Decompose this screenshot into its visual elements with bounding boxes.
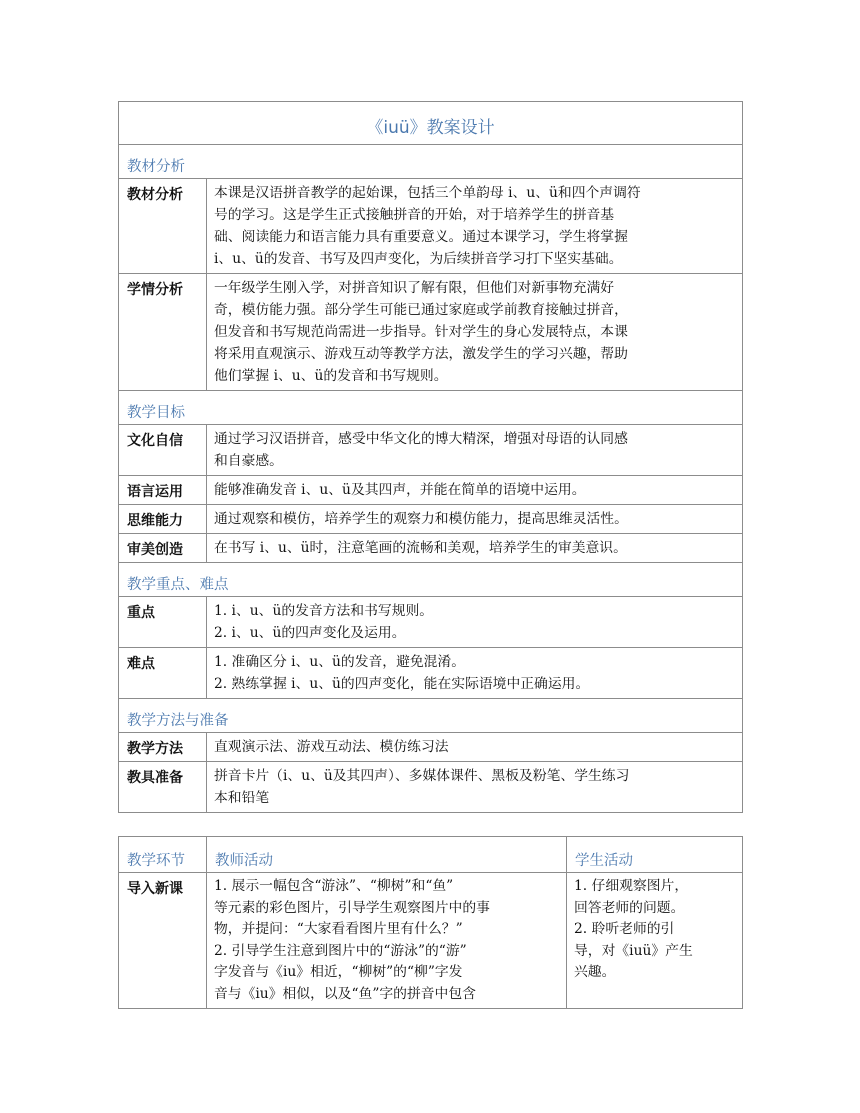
table-row	[119, 762, 743, 813]
text-line: 1. 展示一幅包含“游泳”、“柳树”和“鱼”	[214, 878, 454, 894]
stage-label: 导入新课	[119, 873, 207, 1009]
section-heading-key-points: 教学重点、难点	[119, 563, 743, 597]
table-row	[119, 733, 743, 762]
table-row	[119, 648, 743, 699]
row-label: 思维能力	[119, 505, 207, 534]
row-label: 审美创造	[119, 534, 207, 563]
text-line: 字发音与《iu》相近，“柳树”的“柳”字发	[214, 964, 463, 980]
row-label: 教材分析	[119, 179, 207, 274]
row-content	[207, 597, 743, 648]
teaching-process-table	[118, 836, 743, 1009]
row-label: 重点	[119, 597, 207, 648]
section-row	[119, 391, 743, 425]
table-row	[119, 476, 743, 505]
text-line: 2. i、u、ü的四声变化及运用。	[214, 625, 406, 641]
text-line: 和自豪感。	[214, 453, 283, 469]
section-row	[119, 145, 743, 179]
row-content	[207, 476, 743, 505]
row-label: 教学方法	[119, 733, 207, 762]
text-line: 本课是汉语拼音教学的起始课，包括三个单韵母 i、u、ü和四个声调符	[214, 185, 641, 201]
row-content	[207, 534, 743, 563]
header-teacher-activity: 教师活动	[207, 837, 567, 873]
text-line: 1. i、u、ü的发音方法和书写规则。	[214, 603, 434, 619]
student-activity	[567, 873, 743, 1009]
row-content	[207, 425, 743, 476]
text-line: 兴趣。	[574, 964, 616, 980]
header-row	[119, 837, 743, 873]
text-line: 音与《iu》相似，以及“鱼”字的拼音中包含	[214, 985, 476, 1002]
plan-title: 《iuü》教案设计	[119, 102, 743, 145]
row-content	[207, 762, 743, 813]
table-row	[119, 505, 743, 534]
text-line: 导，对《iuü》产生	[574, 942, 693, 959]
row-content	[207, 505, 743, 534]
row-content	[207, 179, 743, 274]
row-label: 难点	[119, 648, 207, 699]
row-label: 文化自信	[119, 425, 207, 476]
text-line: 2. 聆听老师的引	[574, 921, 675, 937]
section-heading-methods: 教学方法与准备	[119, 699, 743, 733]
text-line: 础、阅读能力和语言能力具有重要意义。通过本课学习，学生将掌握	[214, 229, 628, 245]
header-student-activity: 学生活动	[567, 837, 743, 873]
text-line: 他们掌握 i、u、ü的发音和书写规则。	[214, 368, 448, 384]
text-line: 能够准确发音 i、u、ü及其四声，并能在简单的语境中运用。	[214, 482, 586, 498]
header-stage: 教学环节	[119, 837, 207, 873]
text-line: 奇，模仿能力强。部分学生可能已通过家庭或学前教育接触过拼音，	[214, 302, 628, 318]
text-line: 2. 熟练掌握 i、u、ü的四声变化，能在实际语境中正确运用。	[214, 676, 590, 692]
teacher-activity	[207, 873, 567, 1009]
text-line: 在书写 i、u、ü时，注意笔画的流畅和美观，培养学生的审美意识。	[214, 540, 627, 556]
text-line: 1. 仔细观察图片，	[574, 878, 689, 894]
row-label: 学情分析	[119, 274, 207, 391]
text-line: 直观演示法、游戏互动法、模仿练习法	[214, 739, 449, 755]
row-content	[207, 648, 743, 699]
row-content	[207, 733, 743, 762]
table-row	[119, 534, 743, 563]
section-heading-material-analysis: 教材分析	[119, 145, 743, 179]
section-row	[119, 563, 743, 597]
lesson-plan-table	[118, 101, 743, 813]
title-row	[119, 102, 743, 145]
text-line: i、u、ü的发音、书写及四声变化，为后续拼音学习打下坚实基础。	[214, 251, 623, 267]
text-line: 2. 引导学生注意到图片中的“游泳”的“游”	[214, 942, 467, 959]
table-row	[119, 597, 743, 648]
text-line: 拼音卡片（i、u、ü及其四声）、多媒体课件、黑板及粉笔、学生练习	[214, 768, 630, 784]
row-label: 教具准备	[119, 762, 207, 813]
row-label: 语言运用	[119, 476, 207, 505]
text-line: 将采用直观演示、游戏互动等教学方法，激发学生的学习兴趣，帮助	[214, 346, 628, 362]
text-line: 但发音和书写规范尚需进一步指导。针对学生的身心发展特点，本课	[214, 324, 628, 340]
table-row	[119, 274, 743, 391]
text-line: 本和铅笔	[214, 790, 270, 806]
row-content	[207, 274, 743, 391]
text-line: 回答老师的问题。	[574, 899, 685, 916]
section-row	[119, 699, 743, 733]
table-row	[119, 873, 743, 1009]
text-line: 号的学习。这是学生正式接触拼音的开始，对于培养学生的拼音基	[214, 207, 615, 223]
text-line: 1. 准确区分 i、u、ü的发音，避免混淆。	[214, 654, 466, 670]
text-line: 一年级学生刚入学，对拼音知识了解有限，但他们对新事物充满好	[214, 280, 615, 296]
table-row	[119, 179, 743, 274]
text-line: 通过学习汉语拼音，感受中华文化的博大精深，增强对母语的认同感	[214, 431, 628, 447]
section-heading-teaching-goals: 教学目标	[119, 391, 743, 425]
text-line: 物，并提问：“大家看看图片里有什么？”	[214, 921, 463, 937]
text-line: 等元素的彩色图片，引导学生观察图片中的事	[214, 899, 490, 916]
table-row	[119, 425, 743, 476]
text-line: 通过观察和模仿，培养学生的观察力和模仿能力，提高思维灵活性。	[214, 511, 628, 527]
